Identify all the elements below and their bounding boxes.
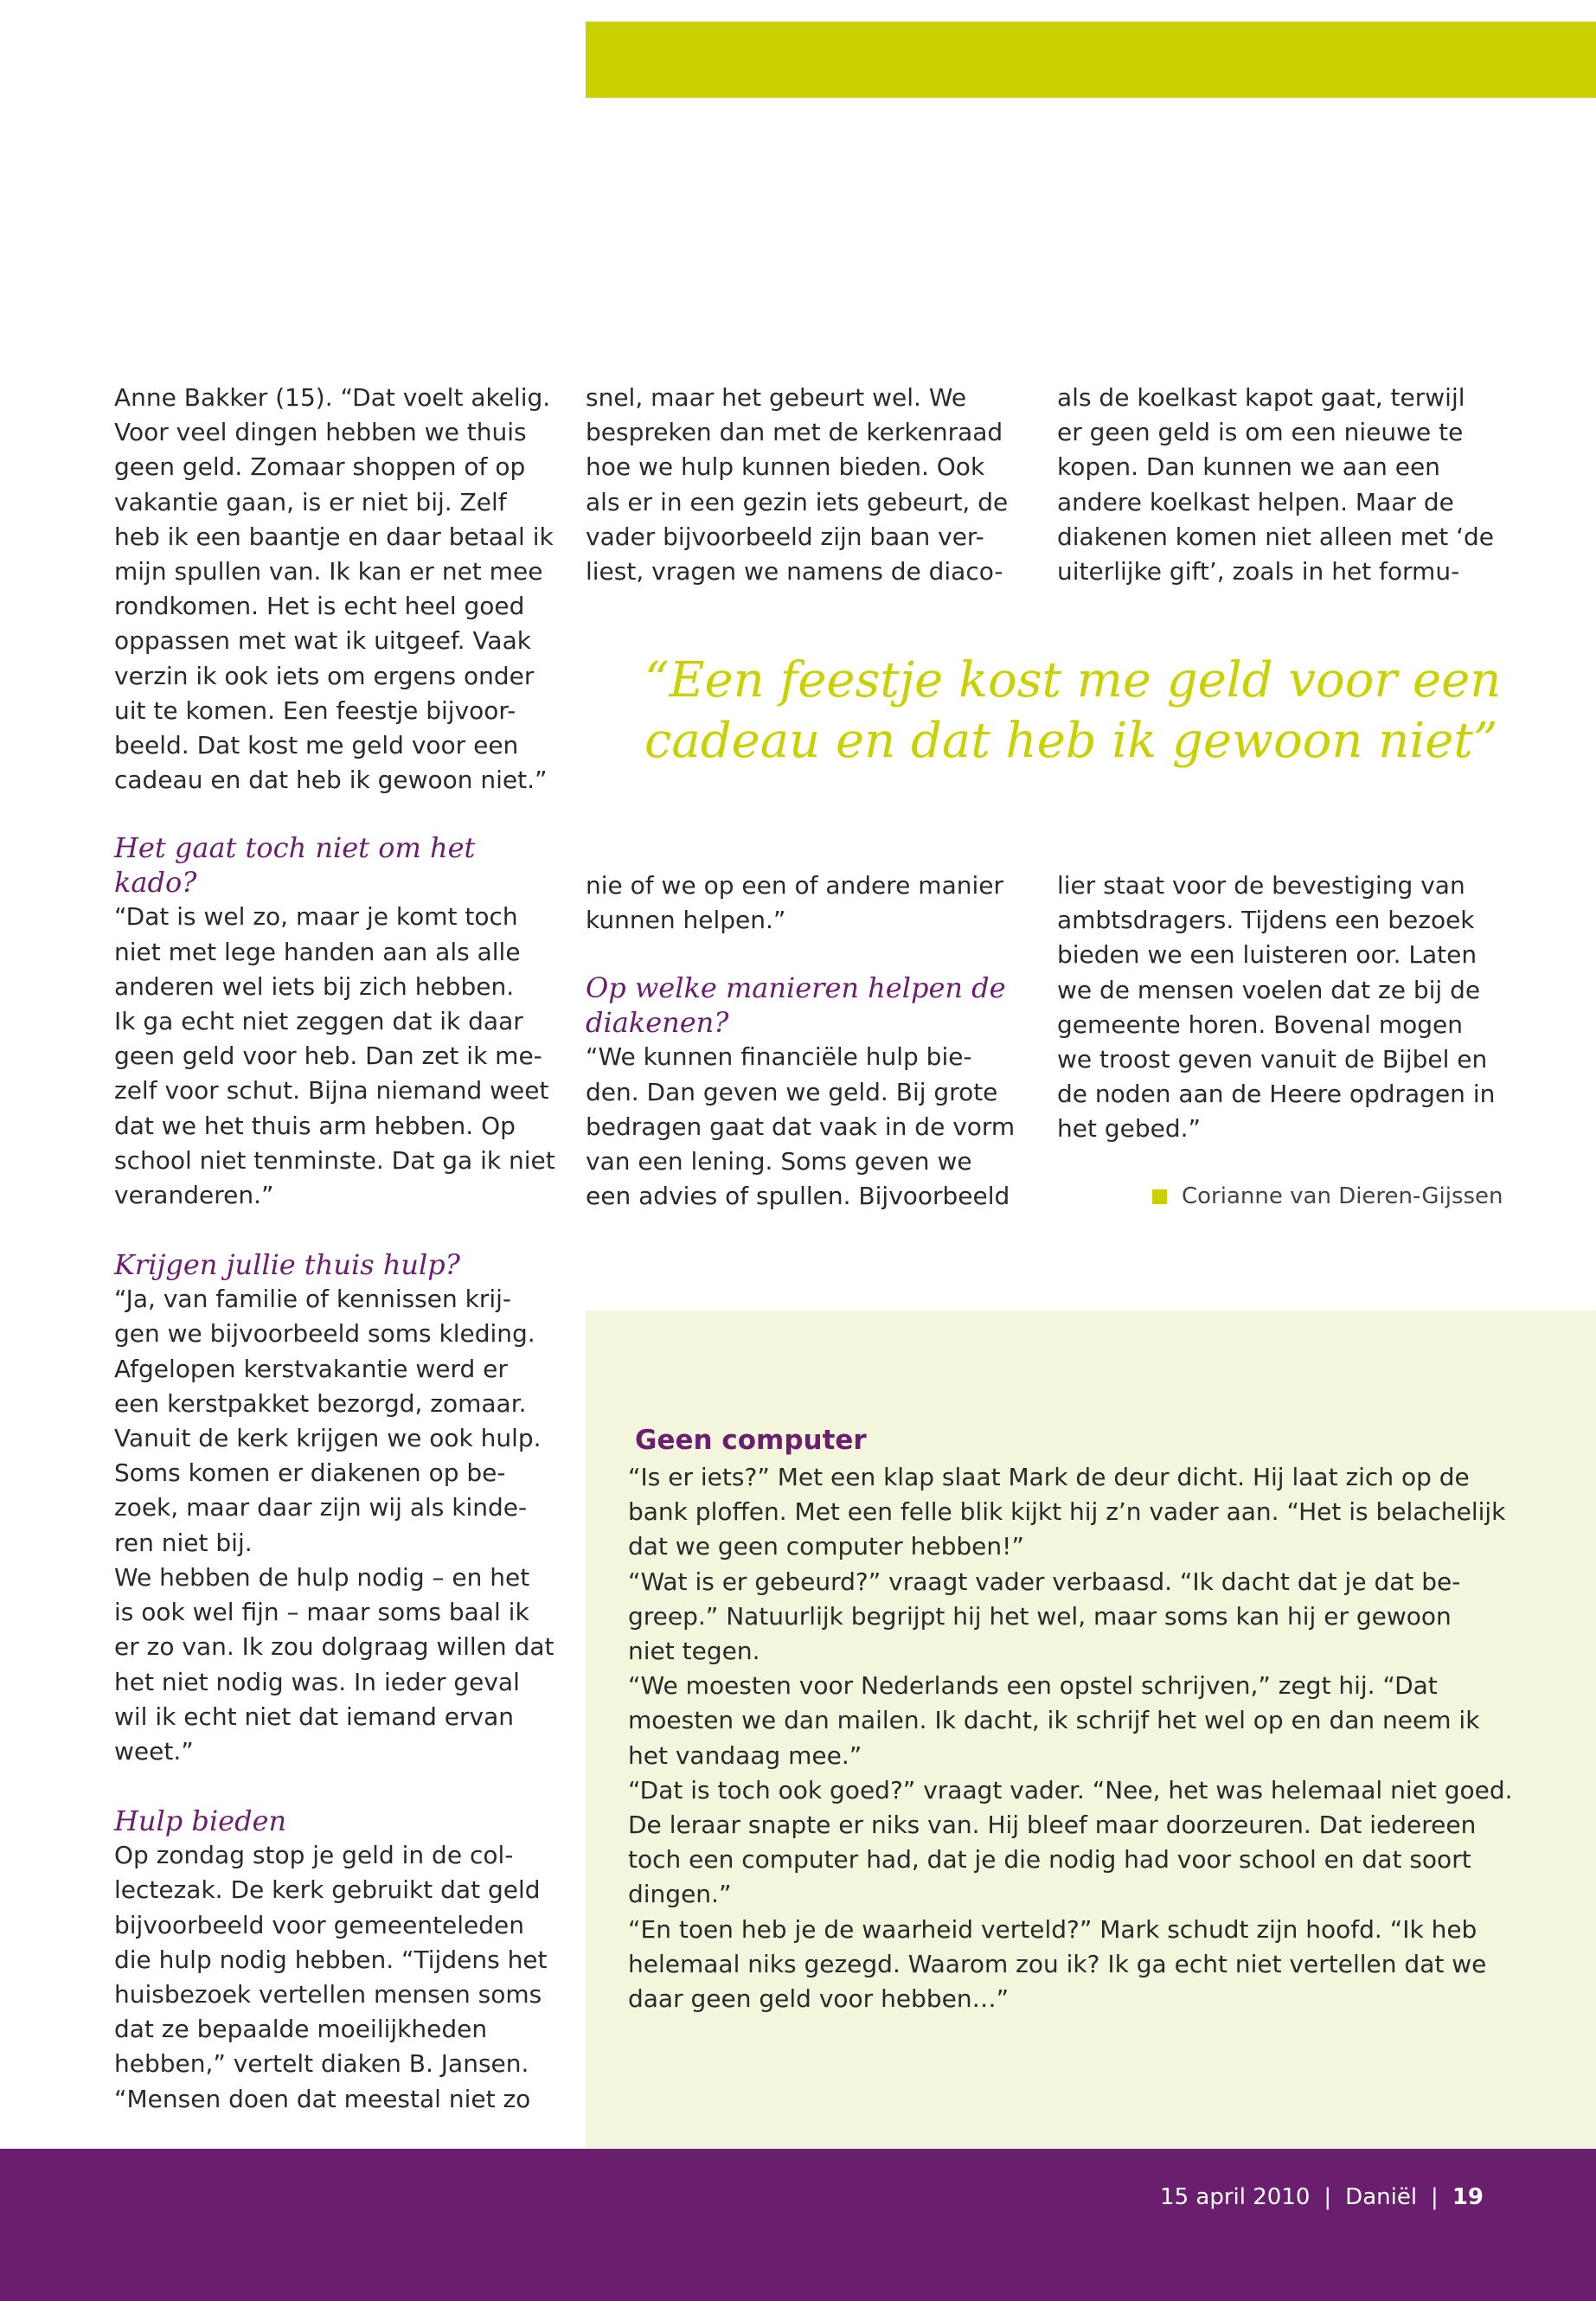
text-line: de noden aan de Heere opdragen in: [1057, 1080, 1496, 1109]
text-line: we de mensen voelen dat ze bij de: [1057, 975, 1481, 1004]
text-line: wil ik echt niet dat iemand ervan: [114, 1702, 515, 1731]
text-line: rondkomen. Het is echt heel goed: [114, 592, 525, 621]
square-bullet-icon: [1152, 1189, 1167, 1204]
text-line: lier staat voor de bevestiging van: [1057, 871, 1465, 900]
text-line: beeld. Dat kost me geld voor een: [114, 731, 519, 760]
text-line: We hebben de hulp nodig – en het: [114, 1562, 530, 1592]
text-line: veranderen.”: [114, 1181, 274, 1210]
text-line: kopen. Dan kunnen we aan een: [1057, 452, 1440, 482]
text-line: die hulp nodig hebben. “Tijdens het: [114, 1945, 548, 1974]
text-line: “We moesten voor Nederlands een opstel schrijven,” zegt hij. “Dat: [628, 1671, 1438, 1701]
top-accent-bar: [586, 22, 1596, 98]
text-line: bedragen gaat dat vaak in de vorm: [586, 1112, 1016, 1141]
subheading: Op welke manieren helpen de: [586, 971, 1006, 1005]
text-line: snel, maar het gebeurt wel. We: [586, 383, 967, 412]
footer-info: [1160, 2184, 1484, 2210]
text-line: mijn spullen van. Ik kan er net mee: [114, 557, 543, 586]
text-line: andere koelkast helpen. Maar de: [1057, 487, 1454, 516]
sidebar-box-text: [628, 1460, 1545, 2016]
text-line: Op zondag stop je geld in de col-: [114, 1841, 514, 1870]
pull-quote: [644, 651, 1509, 772]
text-line: van een lening. Soms geven we: [586, 1147, 972, 1176]
text-line: “Dat is toch ook goed?” vraagt vader. “Nee, het was helemaal niet goed.: [628, 1775, 1513, 1804]
subheading: Krijgen jullie thuis hulp?: [114, 1248, 460, 1282]
sidebar-box-title: Geen computer: [635, 1425, 867, 1456]
article-column-3-bottom: [1057, 868, 1507, 1147]
text-line: “Dat is wel zo, maar je komt toch: [114, 902, 518, 932]
text-line: liest, vragen we namens de diaco-: [586, 557, 1003, 586]
text-line: een advies of spullen. Bijvoorbeeld: [586, 1182, 1010, 1211]
text-line: Vanuit de kerk krijgen we ook hulp.: [114, 1424, 542, 1453]
text-line: school niet tenminste. Dat ga ik niet: [114, 1145, 555, 1175]
text-line: dat we geen computer hebben!”: [628, 1532, 1024, 1561]
text-line: er zo van. Ik zou dolgraag willen dat: [114, 1632, 554, 1662]
text-line: cadeau en dat heb ik gewoon niet.”: [114, 766, 548, 795]
text-line: “Ja, van familie of kennissen krij-: [114, 1285, 512, 1314]
subheading: Hulp bieden: [114, 1804, 287, 1838]
text-line: bijvoorbeeld voor gemeenteleden: [114, 1910, 525, 1939]
text-line: als de koelkast kapot gaat, terwijl: [1057, 383, 1465, 412]
text-line: we troost geven vanuit de Bijbel en: [1057, 1045, 1488, 1074]
text-line: het gebed.”: [1057, 1114, 1202, 1144]
text-line: oppassen met wat ik uitgeef. Vaak: [114, 626, 531, 656]
text-line: Ik ga echt niet zeggen dat ik daar: [114, 1007, 523, 1036]
text-line: geen geld voor heb. Dan zet ik me-: [114, 1042, 542, 1071]
text-line: De leraar snapte er niks van. Hij bleef maar doorzeuren. Dat iedereen: [628, 1811, 1477, 1840]
subheading: kado?: [114, 866, 197, 900]
text-line: heb ik een baantje en daar betaal ik: [114, 522, 554, 551]
text-line: weet.”: [114, 1736, 194, 1766]
text-line: er geen geld is om een nieuwe te: [1057, 418, 1464, 447]
article-column-2-top: [586, 381, 1018, 589]
text-line: helemaal niks gezegd. Waarom zou ik? Ik ga echt niet vertellen dat we: [628, 1949, 1487, 1978]
page-number: 19: [1452, 2184, 1484, 2210]
text-line: daar geen geld voor hebben…”: [628, 1984, 1010, 2014]
text-line: ambtsdragers. Tijdens een bezoek: [1057, 906, 1475, 935]
text-line: zelf voor schut. Bijna niemand weet: [114, 1076, 549, 1106]
text-line: Afgelopen kerstvakantie werd er: [114, 1354, 508, 1383]
text-line: lectezak. De kerk gebruikt dat geld: [114, 1875, 541, 1905]
text-line: het vandaag mee.”: [628, 1740, 862, 1770]
text-line: bieden we een luisteren oor. Laten: [1057, 940, 1477, 970]
text-line: uiterlijke gift’, zoals in het formu-: [1057, 557, 1460, 586]
text-line: dat we het thuis arm hebben. Op: [114, 1111, 516, 1140]
text-line: huisbezoek vertellen mensen soms: [114, 1979, 542, 2009]
text-line: hoe we hulp kunnen bieden. Ook: [586, 452, 985, 482]
subheading: Het gaat toch niet om het: [114, 831, 476, 865]
text-line: anderen wel iets bij zich hebben.: [114, 971, 515, 1001]
text-line: een kerstpakket bezorgd, zomaar.: [114, 1388, 527, 1418]
text-line: vader bijvoorbeeld zijn baan ver-: [586, 522, 984, 551]
text-line: “Is er iets?” Met een klap slaat Mark de deur dicht. Hij laat zich op de: [628, 1463, 1470, 1491]
text-line: hebben,” vertelt diaken B. Jansen.: [114, 2049, 529, 2079]
text-line: “We kunnen financiële hulp bie-: [586, 1042, 972, 1072]
text-line: is ook wel fijn – maar soms baal ik: [114, 1598, 529, 1627]
footer-bar: [0, 2149, 1596, 2301]
article-column-1: [114, 381, 555, 2117]
text-line: het niet nodig was. In ieder geval: [114, 1667, 520, 1696]
text-line: Voor veel dingen hebben we thuis: [114, 418, 527, 447]
text-line: greep.” Natuurlijk begrijpt hij het wel, maar soms kan hij er gewoon: [628, 1601, 1452, 1631]
text-line: niet met lege handen aan als alle: [114, 937, 521, 966]
text-line: toch een computer had, dat je die nodig had voor school en dat soort: [628, 1845, 1471, 1875]
text-line: geen geld. Zomaar shoppen of op: [114, 452, 526, 482]
text-line: nie of we op een of andere manier: [586, 871, 1003, 900]
subheading: diakenen?: [586, 1006, 729, 1040]
text-line: verzin ik ook iets om ergens onder: [114, 661, 535, 690]
pull-quote-line: cadeau en dat heb ik gewoon niet”: [644, 713, 1498, 769]
text-line: diakenen komen niet alleen met ‘de: [1057, 522, 1494, 551]
text-line: dingen.”: [628, 1880, 732, 1909]
issue-date: 15 april 2010: [1160, 2184, 1311, 2210]
text-line: bespreken dan met de kerkenraad: [586, 418, 1003, 447]
article-column-2-bottom: [586, 868, 1018, 1214]
text-line: Anne Bakker (15). “Dat voelt akelig.: [114, 383, 551, 412]
article-column-3-top: [1057, 381, 1507, 589]
text-line: bank ploffen. Met een felle blik kijkt hij z’n vader aan. “Het is belachelijk: [628, 1497, 1506, 1527]
separator: |: [1431, 2184, 1439, 2210]
text-line: den. Dan geven we geld. Bij grote: [586, 1077, 998, 1106]
text-line: “Mensen doen dat meestal niet zo: [114, 2084, 531, 2113]
text-line: uit te komen. Een feestje bijvoor-: [114, 695, 516, 725]
text-line: zoek, maar daar zijn wij als kinde-: [114, 1493, 528, 1522]
text-line: moesten we dan mailen. Ik dacht, ik schrijf het wel op en dan neem ik: [628, 1706, 1480, 1735]
author-byline: [1152, 1183, 1503, 1209]
text-line: ren niet bij.: [114, 1528, 253, 1557]
text-line: dat ze bepaalde moeilijkheden: [114, 2015, 488, 2044]
text-line: als er in een gezin iets gebeurt, de: [586, 487, 1009, 516]
text-line: gemeente horen. Bovenal mogen: [1057, 1009, 1463, 1039]
text-line: “Wat is er gebeurd?” vraagt vader verbaasd. “Ik dacht dat je dat be-: [628, 1567, 1461, 1596]
text-line: niet tegen.: [628, 1637, 760, 1666]
text-line: Soms komen er diakenen op be-: [114, 1458, 506, 1488]
author-name: Corianne van Dieren-Gijssen: [1182, 1183, 1503, 1209]
pull-quote-line: “Een feestje kost me geld voor een: [644, 652, 1502, 708]
text-line: kunnen helpen.”: [586, 906, 786, 935]
magazine-name: Daniël: [1345, 2184, 1418, 2210]
text-line: “En toen heb je de waarheid verteld?” Mark schudt zijn hoofd. “Ik heb: [628, 1914, 1477, 1944]
text-line: vakantie gaan, is er niet bij. Zelf: [114, 487, 507, 516]
text-line: gen we bijvoorbeeld soms kleding.: [114, 1319, 535, 1349]
separator: |: [1324, 2184, 1332, 2210]
